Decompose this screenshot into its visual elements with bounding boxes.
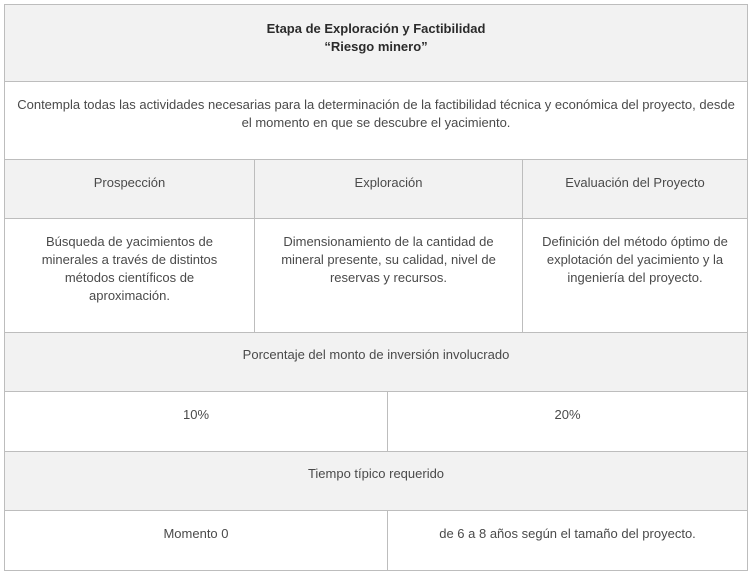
title-line-2: “Riesgo minero”: [324, 39, 428, 54]
investment-label: Porcentaje del monto de inversión involucrado: [5, 333, 748, 392]
time-label: Tiempo típico requerido: [5, 452, 748, 511]
stage-description: Contempla todas las actividades necesarias para la determinación de la factibilidad técnica y económica del proyecto, desde el momento en que se descubre el yacimiento.: [5, 82, 748, 160]
time-value-start: Momento 0: [5, 511, 388, 571]
phase-header-exploracion: Exploración: [255, 160, 523, 219]
time-value-duration: de 6 a 8 años según el tamaño del proyecto.: [388, 511, 748, 571]
phase-header-prospeccion: Prospección: [5, 160, 255, 219]
table-title: [5, 5, 748, 82]
phase-header-evaluacion: Evaluación del Proyecto: [523, 160, 748, 219]
phase-body-exploracion: Dimensionamiento de la cantidad de mineral presente, su calidad, nivel de reservas y recursos.: [255, 219, 523, 333]
title-line-1: Etapa de Exploración y Factibilidad: [266, 21, 486, 36]
investment-value-evaluation: 20%: [388, 392, 748, 452]
phase-body-prospeccion: Búsqueda de yacimientos de minerales a través de distintos métodos científicos de aproximación.: [5, 219, 255, 333]
investment-value-exploration: 10%: [5, 392, 388, 452]
phase-body-evaluacion: Definición del método óptimo de explotación del yacimiento y la ingeniería del proyecto.: [523, 219, 748, 333]
exploration-stage-table: [4, 4, 748, 571]
